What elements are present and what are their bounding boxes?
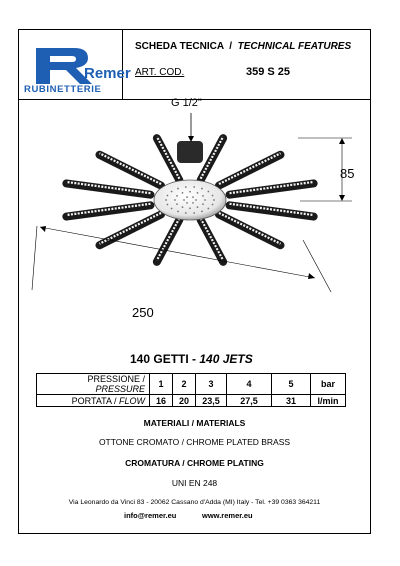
jet-dot	[204, 199, 206, 201]
jet-dot	[186, 202, 188, 204]
footer-website[interactable]: www.remer.eu	[202, 511, 253, 520]
sheet-sep: /	[229, 41, 233, 52]
shower-arm	[99, 155, 161, 186]
table-cell: 3	[196, 374, 227, 395]
jets-label-en: 140 JETS	[199, 352, 253, 366]
jet-dot	[167, 204, 169, 206]
arm-jets	[219, 213, 281, 244]
jet-dot	[212, 195, 214, 197]
table-cell: 31	[272, 395, 311, 407]
materials-value: OTTONE CROMATO / CHROME PLATED BRASS	[98, 437, 291, 447]
plating-value: UNI EN 248	[171, 478, 218, 488]
jet-dot	[193, 212, 195, 214]
shower-arm	[66, 205, 150, 216]
pressure-label: PRESSIONE / PRESSURE	[37, 374, 150, 395]
table-cell: 20	[173, 395, 196, 407]
height-arrow-bottom	[339, 195, 345, 201]
jet-dot	[182, 192, 184, 194]
brand-subtitle: RUBINETTERIE	[24, 84, 102, 95]
jets-heading	[130, 352, 253, 366]
width-ext-right	[303, 240, 331, 292]
width-ext-left	[32, 226, 37, 290]
jet-dot	[165, 199, 167, 201]
sheet-label-it: SCHEDA TECNICA	[135, 41, 224, 52]
unit-cell: bar	[311, 374, 346, 395]
plating-heading: CROMATURA / CHROME PLATING	[125, 458, 264, 468]
jet-dot	[207, 208, 209, 210]
spec-table	[36, 373, 346, 407]
jet-dot	[185, 186, 187, 188]
center-disc	[154, 180, 226, 220]
width-arrow-left	[40, 226, 46, 232]
jet-dot	[192, 202, 194, 204]
jet-dot	[189, 207, 191, 209]
arm-jets	[99, 213, 161, 244]
table-cell: 1	[150, 374, 173, 395]
sheet-label-en: TECHNICAL FEATURES	[237, 41, 352, 52]
jet-dot	[186, 196, 188, 198]
arm-jets	[219, 153, 281, 184]
arm-jets	[99, 153, 161, 184]
jet-dot	[176, 195, 178, 197]
jet-dot	[171, 191, 173, 193]
materials-heading: MATERIALI / MATERIALS	[143, 418, 246, 428]
shower-arm	[230, 205, 314, 216]
shower-arm	[219, 214, 281, 245]
table-cell: 23,5	[196, 395, 227, 407]
jet-dot	[201, 188, 203, 190]
shower-arm	[66, 183, 150, 194]
jet-dot	[195, 199, 197, 201]
shower-arm	[99, 214, 161, 245]
art-code-value: 359 S 25	[246, 66, 291, 78]
jet-dot	[207, 191, 209, 193]
jet-dot	[197, 206, 199, 208]
jet-dot	[167, 195, 169, 197]
connector-nut	[177, 141, 203, 163]
jet-dot	[177, 188, 179, 190]
width-arrow-right	[308, 273, 315, 279]
jet-dot	[213, 199, 215, 201]
footer-address: Via Leonardo da Vinci 83 - 20062 Cassano d'Adda (MI) Italy - Tel. +39 0363 364211	[68, 499, 321, 506]
connection-label: G 1/2"	[171, 97, 202, 109]
table-row	[37, 395, 346, 407]
jet-dot	[202, 195, 204, 197]
jet-dot	[183, 199, 185, 201]
jet-dot	[197, 192, 199, 194]
flow-label: PORTATA / FLOW	[37, 395, 150, 407]
unit-cell: l/min	[311, 395, 346, 407]
table-cell: 27,5	[227, 395, 272, 407]
table-cell: 2	[173, 374, 196, 395]
height-dimension: 85	[340, 166, 355, 181]
logo-text: Remer	[84, 65, 131, 82]
height-arrow-top	[339, 138, 345, 144]
art-code-label: ART. COD.	[135, 67, 185, 78]
jet-dot	[185, 212, 187, 214]
jet-dot	[202, 203, 204, 205]
table-cell: 4	[227, 374, 272, 395]
jet-dot	[171, 208, 173, 210]
width-dim-line	[40, 227, 315, 278]
jet-dot	[177, 211, 179, 213]
jet-dot	[192, 196, 194, 198]
table-cell: 16	[150, 395, 173, 407]
jet-dot	[212, 204, 214, 206]
shower-arm	[219, 155, 281, 186]
table-row	[37, 374, 346, 395]
width-dimension: 250	[132, 305, 154, 320]
jet-dot	[201, 211, 203, 213]
jet-dot	[189, 191, 191, 193]
table-cell: 5	[272, 374, 311, 395]
jet-dot	[193, 186, 195, 188]
shower-arm	[230, 183, 314, 194]
jets-label: 140 GETTI -	[130, 352, 197, 366]
jet-dot	[174, 199, 176, 201]
footer-email[interactable]: info@remer.eu	[124, 511, 177, 520]
jet-dot	[176, 203, 178, 205]
jet-dot	[182, 206, 184, 208]
